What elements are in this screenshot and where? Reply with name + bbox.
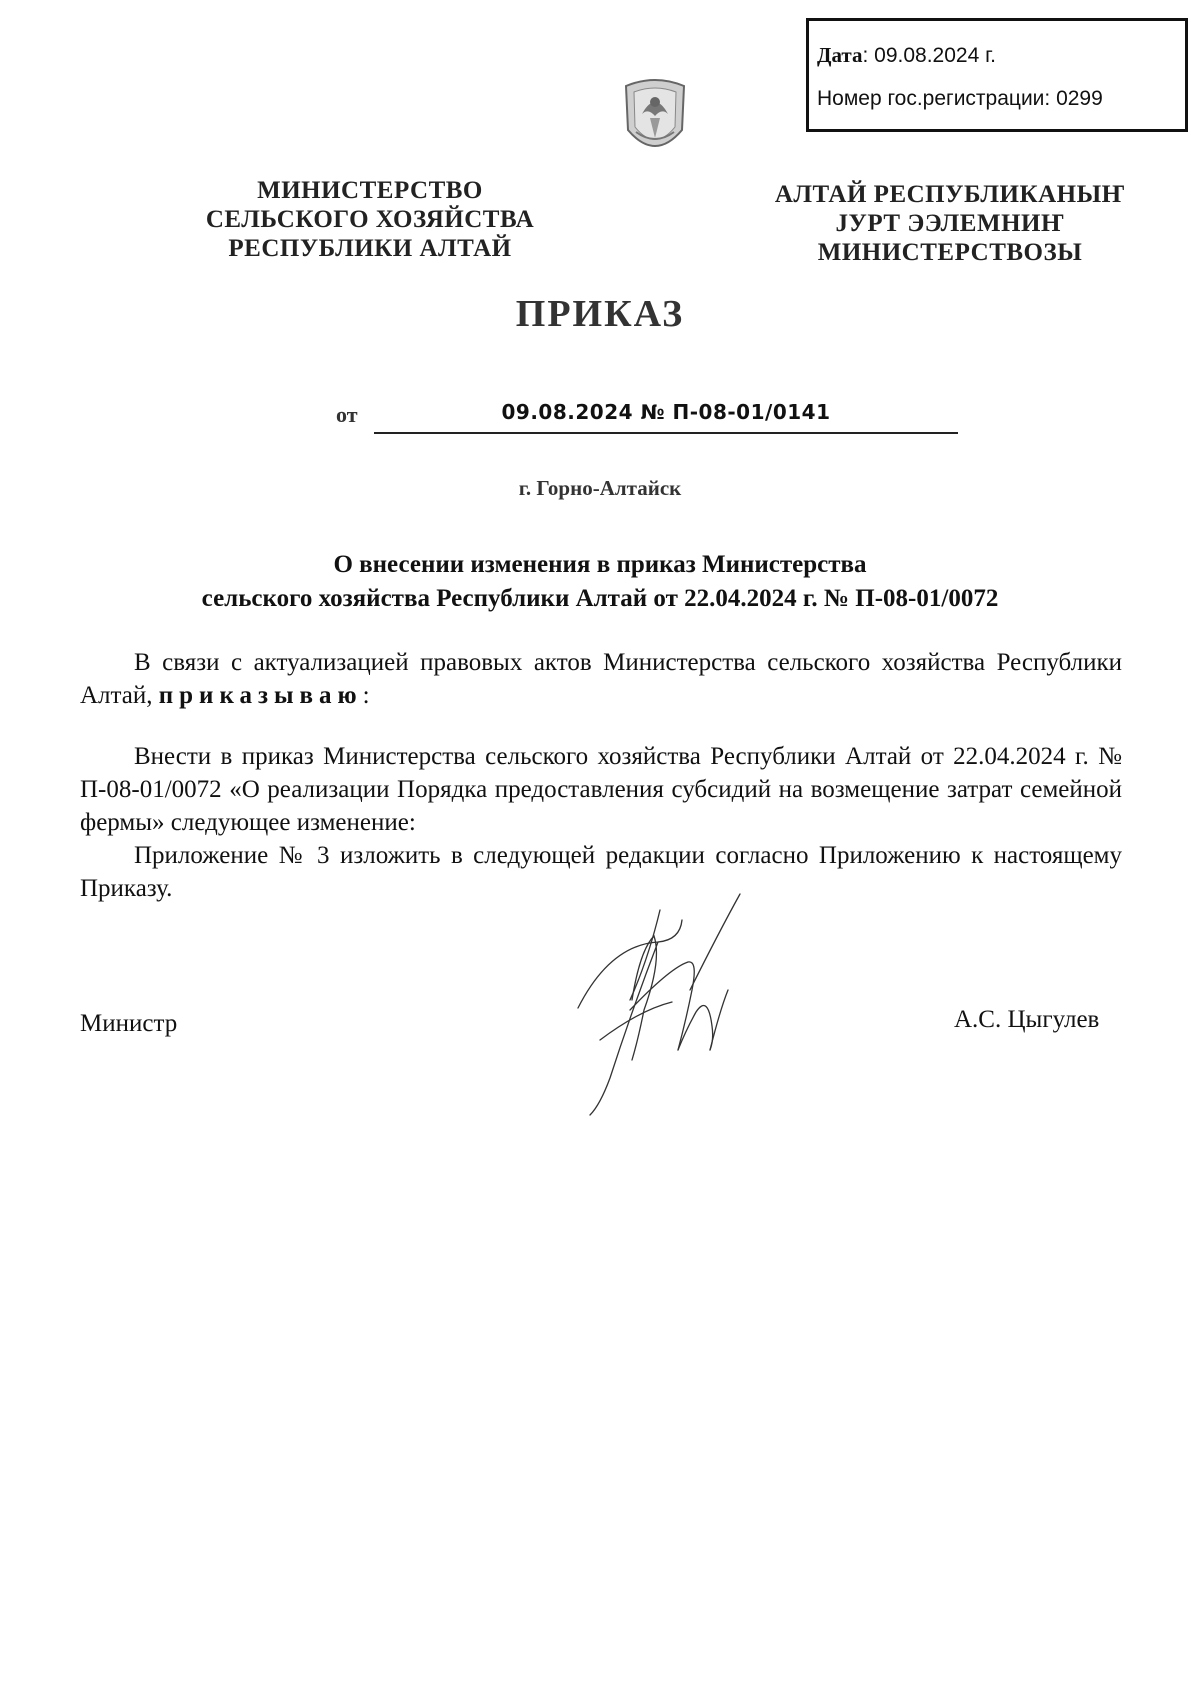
- minister-name: А.С. Цыгулев: [954, 1006, 1100, 1033]
- registration-date-value: : 09.08.2024 г.: [862, 44, 997, 67]
- ministry-ru-line: МИНИСТЕРСТВО: [257, 177, 483, 204]
- paragraph-basis-text: В связи с актуализацией правовых актов Министерства сельского хозяйства Республики Алтай,: [80, 649, 1122, 709]
- ministry-name-altai: [760, 180, 1140, 267]
- ministry-alt-line: ЈУРТ ЭЭЛЕМНИҤ: [835, 210, 1065, 237]
- order-from-label: от: [336, 402, 358, 427]
- registration-number-label: Номер гос.регистрации: [817, 87, 1045, 110]
- ministry-alt-line: АЛТАЙ РЕСПУБЛИКАНЫҤ: [774, 181, 1126, 208]
- ministry-ru-line: РЕСПУБЛИКИ АЛТАЙ: [228, 235, 512, 262]
- order-number-underline: [374, 432, 958, 434]
- registration-number: [817, 87, 1103, 111]
- registration-date: [817, 43, 996, 68]
- paragraph-basis: [80, 646, 1122, 712]
- paragraph-amendment: Внести в приказ Министерства сельского хозяйства Республики Алтай от 22.04.2024 г. № П-08-01/0072 «О реализации Порядка предоставления субсидий на возмещение затрат семейной фермы» следующее изменение:: [80, 743, 1122, 836]
- order-title: ПРИКАЗ: [515, 293, 685, 335]
- paragraph-appendix: Приложение № 3 изложить в следующей редакции согласно Приложению к настоящему Приказу.: [80, 842, 1122, 902]
- registration-stamp: [806, 18, 1188, 132]
- heading-line: О внесении изменения в приказ Министерства: [333, 551, 867, 578]
- altai-emblem-icon: [620, 72, 690, 164]
- handwritten-signature-icon: [570, 890, 780, 1120]
- heading-line: сельского хозяйства Республики Алтай от 22.04.2024 г. № П-08-01/0072: [201, 585, 999, 612]
- ministry-ru-line: СЕЛЬСКОГО ХОЗЯЙСТВА: [205, 206, 535, 233]
- ministry-alt-line: МИНИСТЕРСТВОЗЫ: [817, 239, 1083, 266]
- minister-position: Министр: [80, 1010, 178, 1037]
- ministry-name-russian: [180, 176, 560, 263]
- registration-number-value: : 0299: [1044, 87, 1103, 110]
- order-directive: приказываю: [158, 682, 363, 709]
- document-heading: [80, 548, 1120, 616]
- order-city: г. Горно-Алтайск: [518, 476, 682, 500]
- order-number: 09.08.2024 № П-08-01/0141: [501, 400, 831, 424]
- registration-date-label: Дата: [817, 43, 863, 67]
- paragraph-basis-tail: :: [362, 682, 370, 709]
